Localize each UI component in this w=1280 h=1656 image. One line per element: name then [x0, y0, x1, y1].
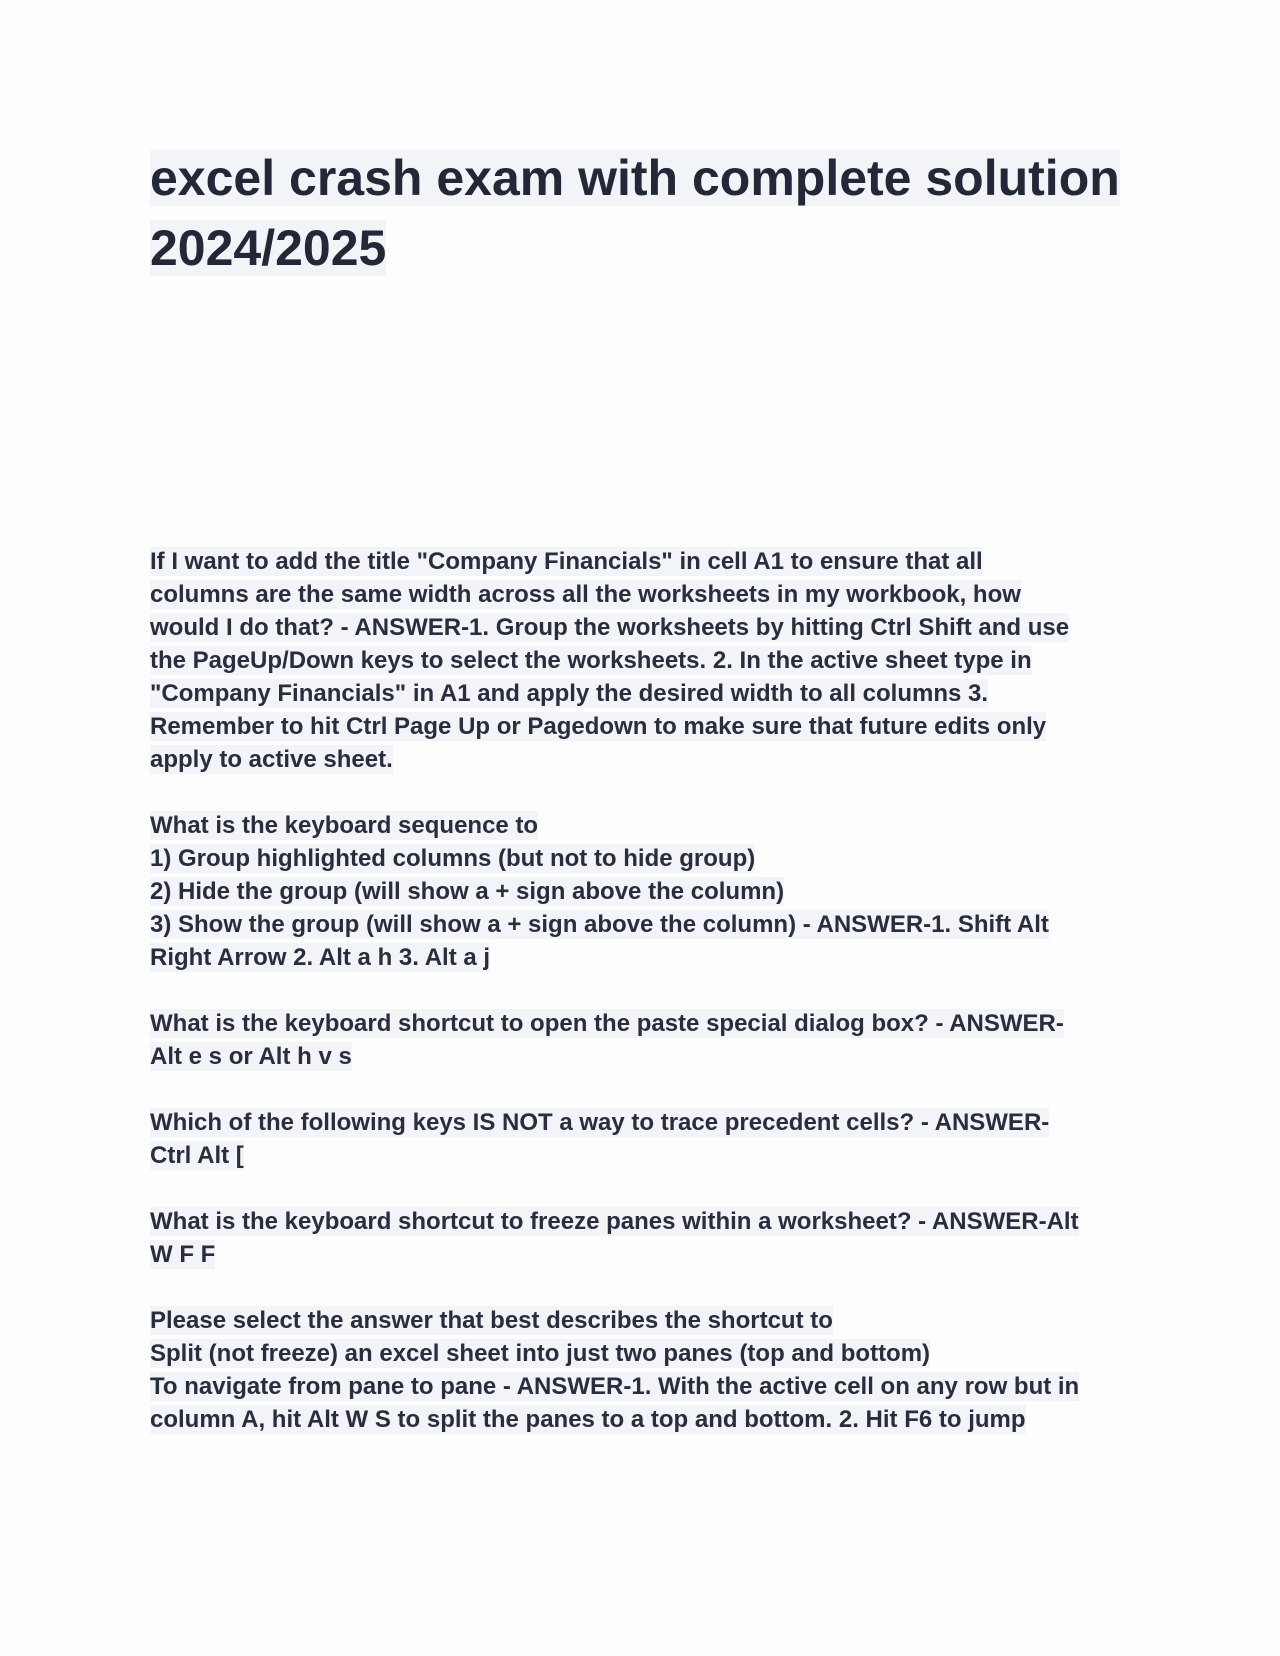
text-line-content: the PageUp/Down keys to select the worksheets. 2. In the active sheet type in [150, 647, 1032, 674]
text-line-content: Right Arrow 2. Alt a h 3. Alt a j [150, 944, 491, 971]
text-line-content: 3) Show the group (will show a + sign above the column) - ANSWER-1. Shift Alt [150, 911, 1049, 938]
question-answer-block [150, 1205, 1150, 1271]
document-title [150, 143, 1150, 283]
text-line [150, 611, 1150, 644]
text-line [150, 644, 1150, 677]
text-line [150, 842, 1150, 875]
text-line [150, 743, 1150, 776]
text-line-content: W F F [150, 1241, 216, 1268]
text-line [150, 677, 1150, 710]
document-title-line-1: excel crash exam with complete solution [150, 150, 1120, 206]
text-line-content: apply to active sheet. [150, 746, 393, 773]
question-answer-list [150, 545, 1150, 1436]
text-line-content: To navigate from pane to pane - ANSWER-1. With the active cell on any row but in [150, 1373, 1080, 1400]
text-line [150, 875, 1150, 908]
text-line-content: Ctrl Alt [ [150, 1142, 244, 1169]
text-line [150, 1403, 1150, 1436]
text-line [150, 941, 1150, 974]
text-line-content: Alt e s or Alt h v s [150, 1043, 352, 1070]
text-line-content: column A, hit Alt W S to split the panes to a top and bottom. 2. Hit F6 to jump [150, 1406, 1026, 1433]
text-line-content: Which of the following keys IS NOT a way to trace precedent cells? - ANSWER- [150, 1109, 1050, 1136]
question-answer-block [150, 1106, 1150, 1172]
text-line-content: columns are the same width across all the worksheets in my workbook, how [150, 581, 1021, 608]
text-line-content: Split (not freeze) an excel sheet into just two panes (top and bottom) [150, 1340, 931, 1367]
text-line [150, 710, 1150, 743]
text-line-content: What is the keyboard sequence to [150, 812, 539, 839]
text-line [150, 545, 1150, 578]
text-line-content: "Company Financials" in A1 and apply the desired width to all columns 3. [150, 680, 989, 707]
text-line [150, 1139, 1150, 1172]
text-line [150, 1304, 1150, 1337]
text-line [150, 1007, 1150, 1040]
text-line [150, 809, 1150, 842]
text-line-content: What is the keyboard shortcut to freeze panes within a worksheet? - ANSWER-Alt [150, 1208, 1079, 1235]
text-line-content: Please select the answer that best describes the shortcut to [150, 1307, 833, 1334]
text-line-content: What is the keyboard shortcut to open the paste special dialog box? - ANSWER- [150, 1010, 1064, 1037]
text-line [150, 1106, 1150, 1139]
document-page [150, 143, 1150, 1469]
text-line [150, 1238, 1150, 1271]
text-line [150, 1040, 1150, 1073]
question-answer-block [150, 545, 1150, 776]
question-answer-block [150, 1304, 1150, 1436]
text-line-content: Remember to hit Ctrl Page Up or Pagedown to make sure that future edits only [150, 713, 1047, 740]
question-answer-block [150, 1007, 1150, 1073]
question-answer-block [150, 809, 1150, 974]
text-line-content: 2) Hide the group (will show a + sign above the column) [150, 878, 785, 905]
text-line [150, 1337, 1150, 1370]
text-line-content: 1) Group highlighted columns (but not to hide group) [150, 845, 756, 872]
text-line [150, 908, 1150, 941]
text-line [150, 578, 1150, 611]
text-line-content: would I do that? - ANSWER-1. Group the worksheets by hitting Ctrl Shift and use [150, 614, 1070, 641]
document-title-line-2: 2024/2025 [150, 220, 387, 276]
text-line [150, 1370, 1150, 1403]
text-line [150, 1205, 1150, 1238]
text-line-content: If I want to add the title "Company Financials" in cell A1 to ensure that all [150, 548, 983, 575]
